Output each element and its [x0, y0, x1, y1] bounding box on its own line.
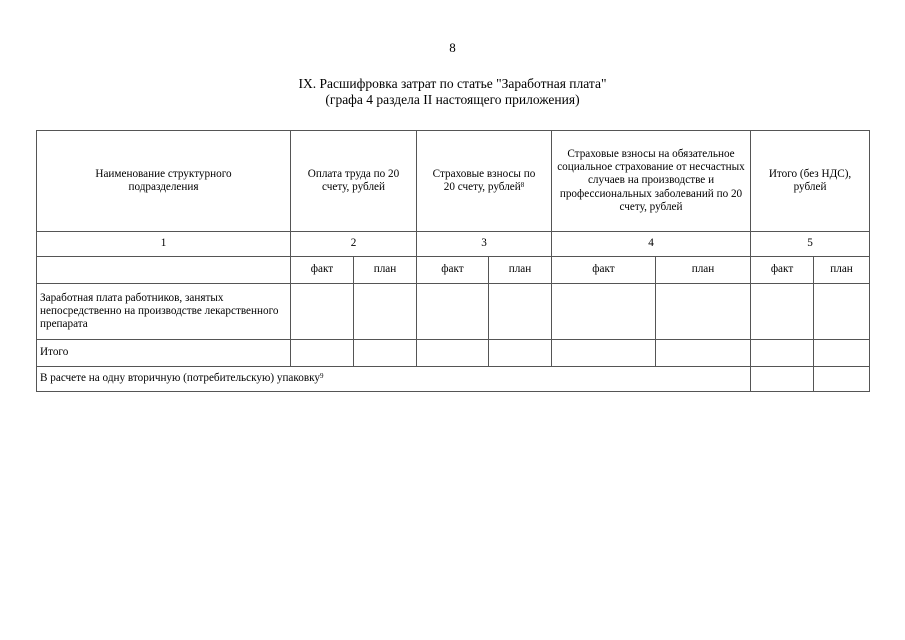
total-row: [37, 340, 870, 367]
page-number: 8: [449, 40, 456, 55]
data-cell[interactable]: [814, 340, 870, 367]
data-cell[interactable]: [656, 340, 751, 367]
per-unit-row-text: В расчете на одну вторичную (потребительскую) упаковку: [40, 372, 321, 385]
header-labor-pay: [291, 131, 417, 232]
section-title: [0, 76, 905, 108]
subheader-fact: факт: [417, 257, 489, 284]
column-number-5: 5: [751, 232, 870, 257]
subheader-plan: план: [489, 257, 552, 284]
column-number-2: 2: [291, 232, 417, 257]
per-unit-row-label: [37, 367, 751, 392]
subheader-plan: план: [814, 257, 870, 284]
wages-row-label: Заработная плата работников, занятых непосредственно на производстве лекарственного препарата: [37, 284, 291, 340]
footnote-9: 9: [320, 372, 324, 381]
data-cell[interactable]: [291, 284, 354, 340]
header-row: [37, 131, 870, 232]
subheader-fact: факт: [291, 257, 354, 284]
column-number-row: [37, 232, 870, 257]
data-cell[interactable]: [751, 340, 814, 367]
fact-plan-row: [37, 257, 870, 284]
data-cell[interactable]: [656, 284, 751, 340]
per-unit-row: [37, 367, 870, 392]
subheader-fact: факт: [552, 257, 656, 284]
data-cell[interactable]: [751, 284, 814, 340]
header-department-name: [37, 131, 291, 232]
data-cell[interactable]: [552, 284, 656, 340]
data-cell[interactable]: [814, 284, 870, 340]
footnote-8: 8: [520, 181, 525, 189]
column-number-4: 4: [552, 232, 751, 257]
subheader-plan: план: [354, 257, 417, 284]
subheader-fact: факт: [751, 257, 814, 284]
header-total-without-vat-text: Итого (без НДС), рублей: [768, 167, 852, 193]
data-cell[interactable]: [489, 284, 552, 340]
header-insurance-wrap: [419, 168, 549, 194]
data-cell[interactable]: [291, 340, 354, 367]
title-line-2: (графа 4 раздела II настоящего приложения): [325, 92, 580, 107]
header-accident-insurance-text: Страховые взносы на обязательное социальное страхование от несчастных случаев на производстве и профессиональных заболеваний по 20 счету, рублей: [557, 147, 745, 213]
data-cell[interactable]: [354, 340, 417, 367]
column-number-1: 1: [37, 232, 291, 257]
total-row-label: Итого: [37, 340, 291, 367]
empty-cell: [37, 257, 291, 284]
data-cell[interactable]: [814, 367, 870, 392]
data-cell[interactable]: [417, 340, 489, 367]
data-cell[interactable]: [354, 284, 417, 340]
data-cell[interactable]: [552, 340, 656, 367]
title-line-1: IX. Расшифровка затрат по статье "Заработная плата": [298, 76, 607, 91]
wages-row: [37, 284, 870, 340]
header-labor-pay-text: Оплата труда по 20 счету, рублей: [307, 167, 400, 193]
data-cell[interactable]: [751, 367, 814, 392]
header-insurance: [417, 131, 552, 232]
header-accident-insurance: [552, 131, 751, 232]
header-total-without-vat: [751, 131, 870, 232]
header-insurance-text: Страховые взносы по 20 счету, рублей: [432, 167, 536, 193]
salary-cost-table: [36, 130, 870, 392]
column-number-3: 3: [417, 232, 552, 257]
header-department-name-text: Наименование структурного подразделения: [95, 167, 232, 193]
data-cell[interactable]: [489, 340, 552, 367]
subheader-plan: план: [656, 257, 751, 284]
data-cell[interactable]: [417, 284, 489, 340]
